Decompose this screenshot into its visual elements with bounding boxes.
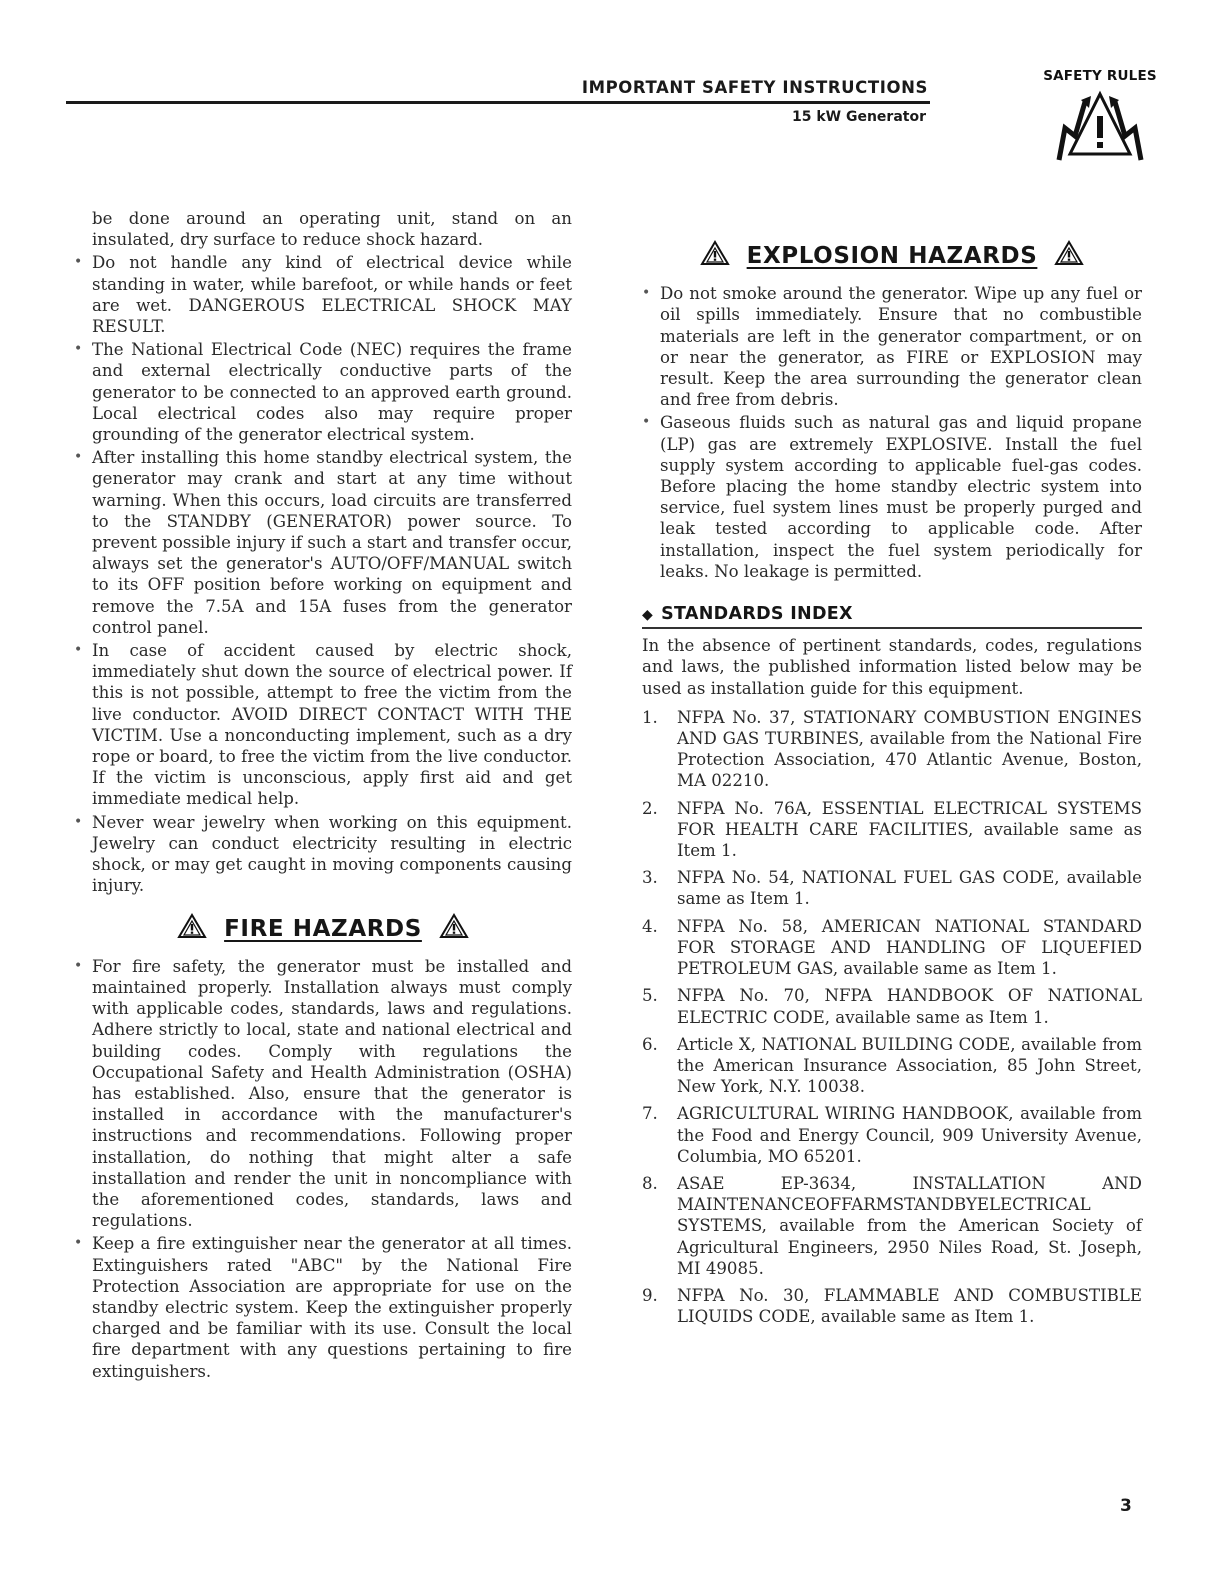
list-item: • Do not smoke around the generator. Wipe up any fuel or oil spills immediately. Ensure that no combustible materials are left in the generator compartment, or on or near the generator, as FIRE or EXPLOSION may result. Keep the area surrounding the generator clean and free from debris. [642, 283, 1142, 410]
item-number: 5. [642, 986, 658, 1006]
electrical-bullet-list [74, 252, 572, 896]
page-number: 3 [1120, 1496, 1132, 1516]
lightning-warning-icon [1045, 84, 1155, 164]
list-item [642, 916, 1142, 980]
item-number: 8. [642, 1173, 658, 1193]
warning-triangle-icon [700, 240, 730, 266]
warning-triangle-icon [177, 913, 207, 939]
left-column [74, 208, 572, 1384]
header-rule [66, 101, 930, 104]
fire-bullet-list [74, 956, 572, 1382]
warning-triangle-icon [439, 913, 469, 939]
continued-paragraph: be done around an operating unit, stand on an insulated, dry surface to reduce shock hazard. [92, 209, 572, 250]
explosion-bullet-list [642, 283, 1142, 582]
item-number: 3. [642, 868, 658, 888]
item-text: NFPA No. 54, NATIONAL FUEL GAS CODE, available same as Item 1. [677, 868, 1142, 909]
list-item: • Gaseous fluids such as natural gas and liquid propane (LP) gas are extremely EXPLOSIVE. Install the fuel supply system according to applicable fuel-gas codes. Before placing the home standby electric system into service, fuel system lines must be properly purged and leak tested according to applicable code. After installation, inspect the fuel system periodically for leaks. No leakage is permitted. [642, 412, 1142, 582]
item-text: NFPA No. 37, STATIONARY COMBUSTION ENGINES AND GAS TURBINES, available from the National Fire Protection Association, 470 Atlantic Avenue, Boston, MA 02210. [677, 707, 1142, 791]
list-item [642, 1173, 1142, 1279]
header-subtitle: 15 kW Generator [792, 109, 926, 125]
right-column [642, 230, 1142, 1333]
item-text: Article X, NATIONAL BUILDING CODE, available from the American Insurance Association, 85 John Street, New York, N.Y. 10038. [677, 1034, 1142, 1097]
item-number: 1. [642, 707, 658, 727]
list-item [642, 1034, 1142, 1098]
list-item: • The National Electrical Code (NEC) requires the frame and external electrically conductive parts of the generator to be connected to an approved earth ground. Local electrical codes also may require proper grounding of the generator electrical system. [74, 339, 572, 445]
item-text: NFPA No. 30, FLAMMABLE AND COMBUSTIBLE LIQUIDS CODE, available same as Item 1. [677, 1285, 1142, 1327]
diamond-icon: ◆ [642, 607, 654, 624]
item-number: 9. [642, 1285, 658, 1305]
item-text: NFPA No. 76A, ESSENTIAL ELECTRICAL SYSTEMS FOR HEALTH CARE FACILITIES, available same as Item 1. [677, 798, 1142, 861]
explosion-hazards-heading [642, 240, 1142, 267]
warning-triangle-icon [1054, 240, 1084, 266]
item-number: 7. [642, 1104, 658, 1124]
item-number: 6. [642, 1034, 658, 1054]
list-item [642, 798, 1142, 862]
list-item [642, 867, 1142, 909]
list-item [642, 985, 1142, 1027]
item-text: NFPA No. 70, NFPA HANDBOOK OF NATIONAL ELECTRIC CODE, available same as Item 1. [677, 986, 1142, 1027]
fire-hazards-heading [74, 913, 572, 940]
standards-list [642, 707, 1142, 1327]
item-text: NFPA No. 58, AMERICAN NATIONAL STANDARD FOR STORAGE AND HANDLING OF LIQUEFIED PETROLEUM GAS, available same as Item 1. [677, 916, 1142, 979]
list-item: • Do not handle any kind of electrical device while standing in water, while barefoot, or while hands or feet are wet. DANGEROUS ELECTRICAL SHOCK MAY RESULT. [74, 252, 572, 337]
list-item [642, 707, 1142, 792]
standards-intro: In the absence of pertinent standards, codes, regulations and laws, the published information listed below may be used as installation guide for this equipment. [642, 636, 1142, 698]
item-text: ASAE EP-3634, INSTALLATION AND MAINTENANCEOFFARMSTANDBYELECTRICAL SYSTEMS, available from the American Society of Agricultural Engineers, 2950 Niles Road, St. Joseph, MI 49085. [677, 1173, 1142, 1278]
item-text: AGRICULTURAL WIRING HANDBOOK, available from the Food and Energy Council, 909 University Avenue, Columbia, MO 65201. [677, 1104, 1142, 1166]
item-number: 4. [642, 916, 658, 936]
safety-rules-label: SAFETY RULES [1043, 68, 1157, 84]
list-item: • After installing this home standby electrical system, the generator may crank and start at any time without warning. When this occurs, load circuits are transferred to the STANDBY (GENERATOR) power source. To prevent possible injury if such a start and transfer occur, always set the generator's AUTO/OFF/MANUAL switch to its OFF position before working on equipment and remove the 7.5A and 15A fuses from the generator control panel. [74, 447, 572, 638]
standards-index-title: STANDARDS INDEX [661, 604, 853, 625]
explosion-hazards-title: EXPLOSION HAZARDS [746, 243, 1038, 269]
list-item: • For fire safety, the generator must be installed and maintained properly. Installation always must comply with applicable codes, standards, laws and regulations. Adhere strictly to local, state and national electrical and building codes. Comply with regulations the Occupational Safety and Health Administration (OSHA) has established. Also, ensure that the generator is installed in accordance with the manufacturer's instructions and recommendations. Following proper installation, do nothing that might alter a safe installation and render the unit in noncompliance with the aforementioned codes, standards, laws and regulations. [74, 956, 572, 1232]
item-number: 2. [642, 798, 658, 818]
list-item [642, 1103, 1142, 1167]
standards-index-heading [642, 604, 1142, 629]
fire-hazards-title: FIRE HAZARDS [224, 915, 422, 942]
list-item: • In case of accident caused by electric shock, immediately shut down the source of electrical power. If this is not possible, attempt to free the victim from the live conductor. AVOID DIRECT CONTACT WITH THE VICTIM. Use a nonconducting implement, such as a dry rope or board, to free the victim from the live conductor. If the victim is unconscious, apply first aid and get immediate medical help. [74, 640, 572, 810]
list-item [642, 1285, 1142, 1327]
safety-rules-badge [1040, 68, 1160, 164]
header-title: IMPORTANT SAFETY INSTRUCTIONS [581, 78, 928, 97]
list-item: • Keep a fire extinguisher near the generator at all times. Extinguishers rated "ABC" by the National Fire Protection Association are appropriate for use on the standby electric system. Keep the extinguisher properly charged and be familiar with its use. Consult the local fire department with any questions pertaining to fire extinguishers. [74, 1233, 572, 1381]
list-item: • Never wear jewelry when working on this equipment. Jewelry can conduct electricity resulting in electric shock, or may get caught in moving components causing injury. [74, 812, 572, 897]
